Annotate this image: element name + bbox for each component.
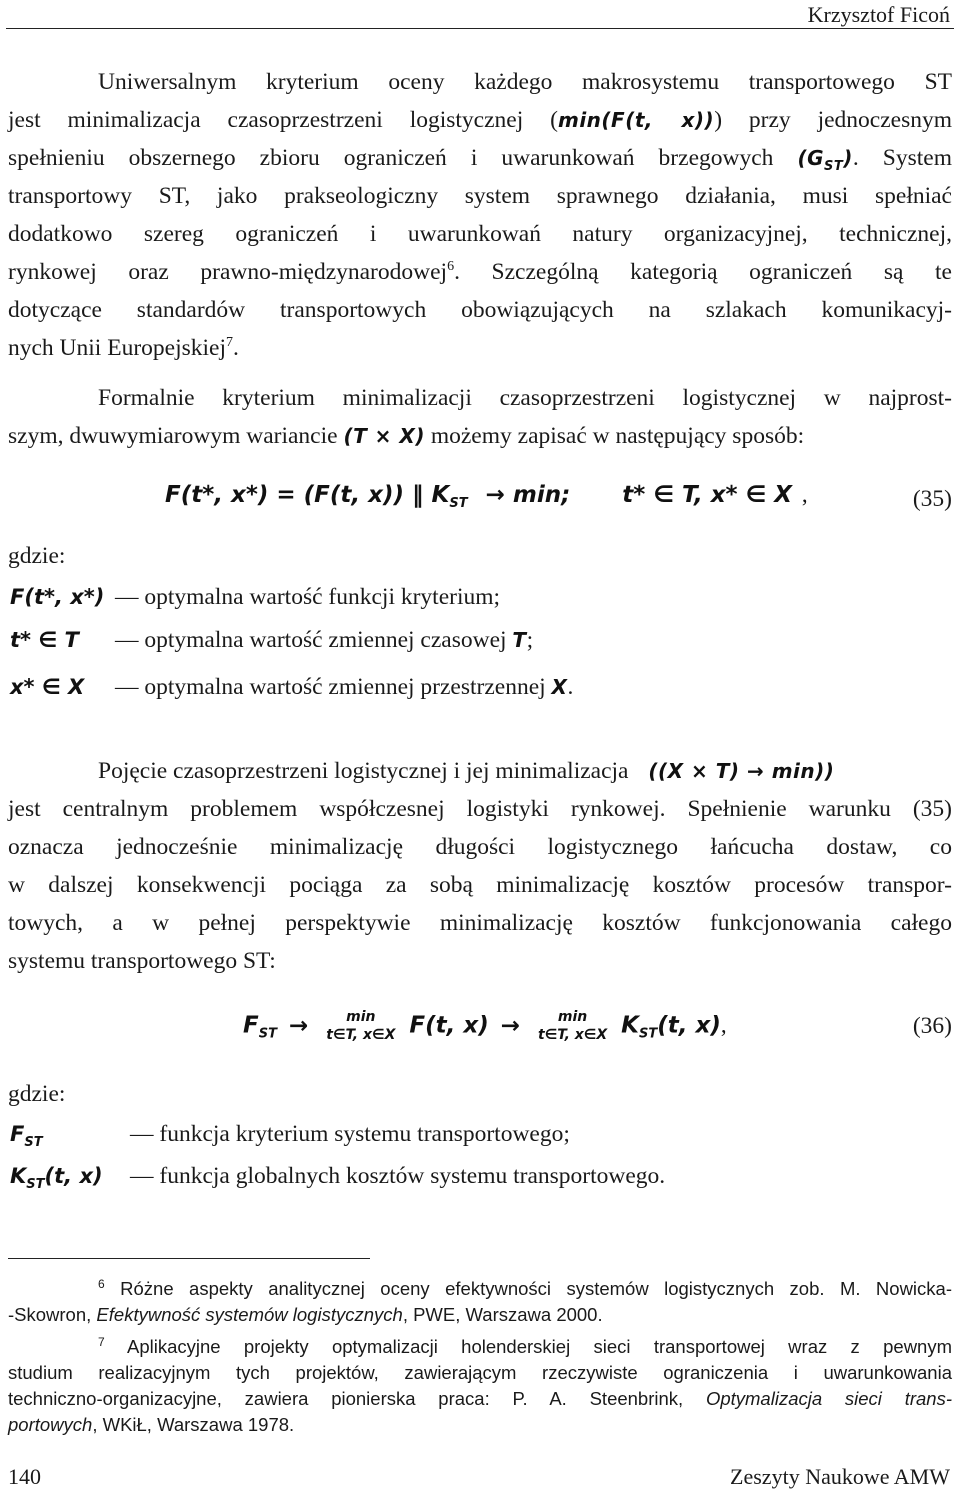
- equation-number-36: (36): [912, 1013, 952, 1039]
- p1-line-2: jest minimalizacja czasoprzestrzeni logistycznej (min(F(t, x))) przy jednoczesnym: [8, 107, 952, 133]
- footnote-7-line-1: $^7$ Aplikacyjne projekty optymalizacji holenderskiej sieci transportowej wraz z pewnym: [98, 1334, 952, 1357]
- p3-line-4: w dalszej konsekwencji pociąga za sobą minimalizację kosztów procesów transpor-: [8, 872, 952, 898]
- p3-line-1: Pojęcie czasoprzestrzeni logistycznej i jej minimalizacja ((X × T) → min)): [98, 758, 835, 784]
- p2-line-1: Formalnie kryterium minimalizacji czasoprzestrzeni logistycznej w najprost-: [98, 385, 952, 411]
- def-k-st: — funkcja globalnych kosztów systemu transportowego.: [130, 1163, 666, 1189]
- symbol-t-star: t* ∈ T: [10, 628, 79, 652]
- p1-line-6: rynkowej oraz prawno-międzynarodowej$^6$. Szczególną kategorią ograniczeń są te: [8, 259, 952, 285]
- footnote-7-line-3: techniczno-organizacyjne, zawiera pionierska praca: P. A. Steenbrink, Optymalizacja sieci trans-: [8, 1388, 952, 1409]
- symbol-f-st: $F_{ST}$: [10, 1122, 43, 1150]
- p3-line-6: systemu transportowego ST:: [8, 948, 276, 974]
- header-rule: [6, 28, 954, 29]
- where-label-1: gdzie:: [8, 543, 66, 569]
- symbol-f-star: F(t*, x*): [10, 585, 105, 609]
- footnote-7-line-2: studium realizacyjnym tych projektów, zawierającym rzeczywiste ograniczenia i uwarunkowania: [8, 1362, 952, 1383]
- page-number: 140: [8, 1464, 41, 1489]
- paragraph-3: [8, 752, 952, 980]
- p1-line-5: dodatkowo szereg ograniczeń i uwarunkowań natury organizacyjnej, technicznej,: [8, 221, 952, 247]
- footnote-7-number: 7: [98, 1334, 105, 1349]
- equation-36: $F_{ST}$ → min t∈T, x∈X F(t, x) → min t∈T, x∈X $K_{ST}(t$, x),: [243, 1009, 727, 1043]
- def-x-star: — optymalna wartość zmiennej przestrzennej X.: [115, 674, 574, 700]
- footnote-6-line-1: $^6$ Różne aspekty analitycznej oceny efektywności systemów logistycznych zob. M. Nowicka-: [98, 1276, 952, 1299]
- journal-name: Zeszyty Naukowe AMW: [730, 1464, 950, 1489]
- p3-line-5: towych, a w pełnej perspektywie minimalizację kosztów funkcjonowania całego: [8, 910, 952, 936]
- where-label-2: gdzie:: [8, 1081, 66, 1107]
- p3-line-2: jest centralnym problemem współczesnej logistyki rynkowej. Spełnienie warunku (35): [8, 796, 952, 822]
- footnote-6-number: 6: [98, 1276, 105, 1291]
- def-f-star: — optymalna wartość funkcji kryterium;: [115, 584, 501, 610]
- p3-line-3: oznacza jednocześnie minimalizację długości logistycznego łańcucha dostaw, co: [8, 834, 952, 860]
- running-header-author: Krzysztof Ficoń: [807, 2, 950, 27]
- equation-number-35: (35): [912, 486, 952, 512]
- formula-g-st: $(G_{ST})$: [797, 146, 853, 174]
- def-t-star: — optymalna wartość zmiennej czasowej T;: [115, 627, 534, 653]
- p2-line-2: szym, dwuwymiarowym wariancie (T × X) możemy zapisać w następujący sposób:: [8, 423, 805, 449]
- formula-min-f: min(F(t, x)): [557, 108, 715, 132]
- formula-xt-min: ((X × T) → min)): [648, 759, 835, 783]
- p1-line-7: dotyczące standardów transportowych obowiązujących na szlakach komunikacyj-: [8, 297, 952, 323]
- paragraph-1: [8, 63, 952, 367]
- p1-line-8: nych Unii Europejskiej$^7$.: [8, 335, 239, 361]
- symbol-k-st: $K_{ST}(t$, x): [10, 1164, 103, 1192]
- footnote-6-line-2: -Skowron, Efektywność systemów logistycznych, PWE, Warszawa 2000.: [8, 1304, 603, 1325]
- p1-line-1: Uniwersalnym kryterium oceny każdego makrosystemu transportowego ST: [98, 69, 952, 95]
- p1-line-4: transportowy ST, jako prakseologiczny system sprawnego działania, musi spełniać: [8, 183, 952, 209]
- symbol-x-star: x* ∈ X: [10, 675, 85, 699]
- footnote-ref-6[interactable]: 6: [447, 259, 455, 275]
- footnote-7-line-4: portowych, WKiŁ, Warszawa 1978.: [8, 1414, 295, 1435]
- p1-line-3: spełnieniu obszernego zbioru ograniczeń i uwarunkowań brzegowych $(G_{ST})$. System: [8, 145, 952, 174]
- footnotes: [8, 1276, 952, 1438]
- footnote-rule: [8, 1258, 370, 1259]
- def-f-st: — funkcja kryterium systemu transportowego;: [130, 1121, 570, 1147]
- footnote-ref-7[interactable]: 7: [225, 335, 233, 351]
- equation-35: F(t*, x*) = (F(t, x)) ‖ $K_{ST} \to \min$; t* ∈ T, x* ∈ X ,: [165, 482, 808, 511]
- formula-t-x: (T × X): [343, 424, 425, 448]
- paragraph-2: [8, 379, 952, 455]
